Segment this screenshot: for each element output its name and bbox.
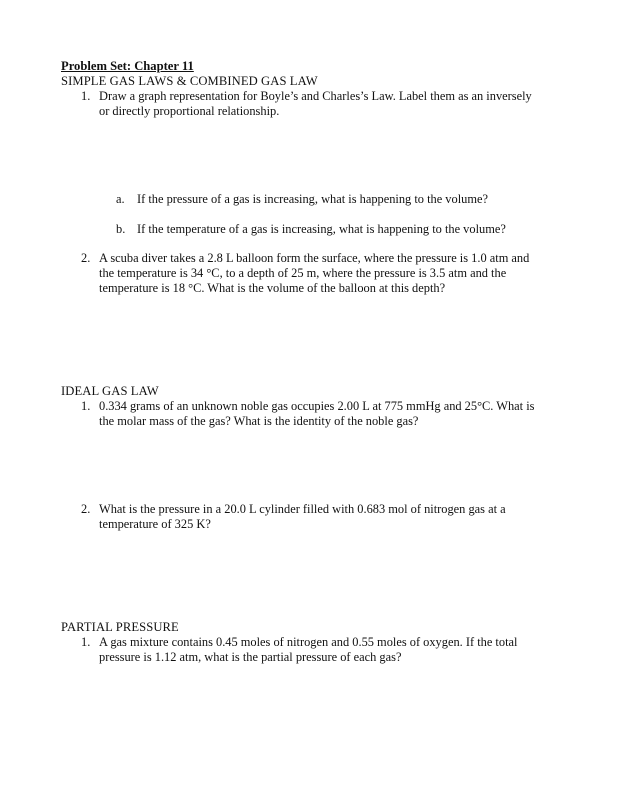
subquestion-label: b. — [116, 222, 126, 236]
question-text — [99, 399, 559, 429]
question-line: A gas mixture contains 0.45 moles of nitrogen and 0.55 moles of oxygen. If the total — [99, 635, 518, 649]
question-line: pressure is 1.12 atm, what is the partial pressure of each gas? — [99, 650, 402, 664]
question-line: Draw a graph representation for Boyle’s and Charles’s Law. Label them as an inversely — [99, 89, 532, 103]
question-number: 1. — [81, 635, 91, 649]
question-number: 1. — [81, 89, 91, 103]
question-text — [99, 89, 559, 119]
question-number: 2. — [81, 251, 91, 265]
question-text — [99, 635, 559, 665]
question-number: 1. — [81, 399, 91, 413]
page-title: Problem Set: Chapter 11 — [61, 59, 194, 73]
question-line: 0.334 grams of an unknown noble gas occupies 2.00 L at 775 mmHg and 25°C. What is — [99, 399, 535, 413]
question-line: the temperature is 34 °C, to a depth of 25 m, where the pressure is 3.5 atm and the — [99, 266, 507, 280]
subquestion-text: If the temperature of a gas is increasing, what is happening to the volume? — [137, 222, 506, 236]
question-line: What is the pressure in a 20.0 L cylinder filled with 0.683 mol of nitrogen gas at a — [99, 502, 506, 516]
question-line: the molar mass of the gas? What is the identity of the noble gas? — [99, 414, 419, 428]
question-line: A scuba diver takes a 2.8 L balloon form the surface, where the pressure is 1.0 atm and — [99, 251, 530, 265]
subquestion-text: If the pressure of a gas is increasing, what is happening to the volume? — [137, 192, 488, 206]
question-text — [99, 251, 559, 296]
question-line: temperature of 325 K? — [99, 517, 211, 531]
subquestion-label: a. — [116, 192, 125, 206]
section-heading-ideal-gas-law: IDEAL GAS LAW — [61, 384, 159, 398]
question-number: 2. — [81, 502, 91, 516]
question-text — [99, 502, 559, 532]
question-line: temperature is 18 °C. What is the volume of the balloon at this depth? — [99, 281, 446, 295]
section-heading-simple-gas-laws: SIMPLE GAS LAWS & COMBINED GAS LAW — [61, 74, 318, 88]
section-heading-partial-pressure: PARTIAL PRESSURE — [61, 620, 179, 634]
question-line: or directly proportional relationship. — [99, 104, 280, 118]
